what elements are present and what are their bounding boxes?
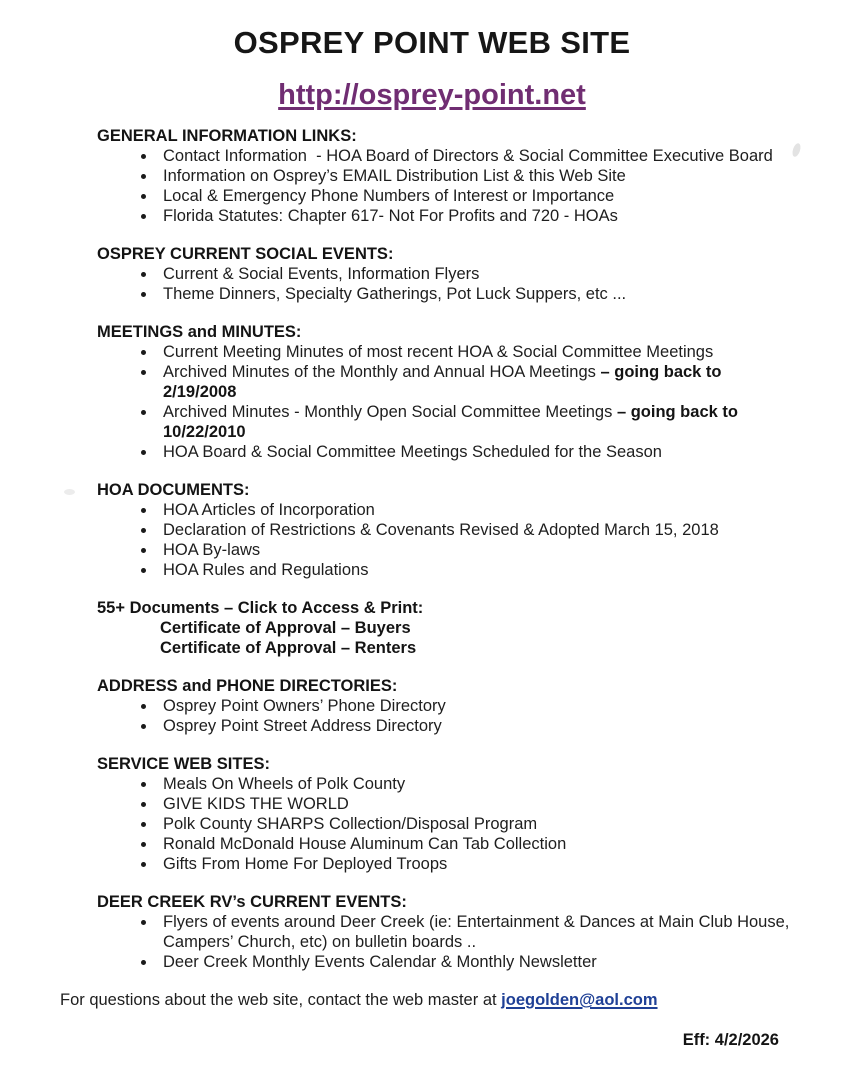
bullet-list [97, 912, 797, 972]
list-item [163, 696, 797, 716]
item-text: HOA Board & Social Committee Meetings Scheduled for the Season [163, 443, 662, 461]
section-social-events [97, 244, 797, 304]
list-item [163, 952, 797, 972]
item-text: Archived Minutes - Monthly Open Social Committee Meetings [163, 403, 617, 421]
section-heading: SERVICE WEB SITES: [97, 755, 270, 773]
list-item [163, 716, 797, 736]
bullet-list [97, 146, 797, 226]
bullet-list [97, 696, 797, 736]
webmaster-email-link[interactable]: joegolden@aol.com [501, 991, 658, 1009]
item-text: Ronald McDonald House Aluminum Can Tab Collection [163, 835, 567, 853]
item-text: Deer Creek Monthly Events Calendar & Monthly Newsletter [163, 953, 597, 971]
list-item [163, 206, 797, 226]
bullet-list [97, 500, 797, 580]
list-item [163, 794, 797, 814]
section-heading: MEETINGS and MINUTES: [97, 323, 302, 341]
item-text: Osprey Point Owners’ Phone Directory [163, 697, 446, 715]
list-item [163, 402, 797, 442]
section-heading: ADDRESS and PHONE DIRECTORIES: [97, 677, 398, 695]
item-text: HOA Rules and Regulations [163, 561, 369, 579]
item-text: Current Meeting Minutes of most recent HOA & Social Committee Meetings [163, 343, 714, 361]
section-heading: DEER CREEK RV’s CURRENT EVENTS: [97, 893, 407, 911]
item-text: Information on Osprey’s EMAIL Distribution List & this Web Site [163, 167, 626, 185]
section-service-web-sites [97, 754, 797, 874]
item-text: Flyers of events around Deer Creek (ie: Entertainment & Dances at Main Club House, Campers’ Church, etc) on bulletin boards .. [163, 913, 790, 951]
section-heading: HOA DOCUMENTS: [97, 481, 250, 499]
list-item [163, 834, 797, 854]
webmaster-note [60, 990, 864, 1010]
item-text: Contact Information - HOA Board of Directors & Social Committee Executive Board [163, 147, 773, 165]
item-text: Gifts From Home For Deployed Troops [163, 855, 448, 873]
item-text: Polk County SHARPS Collection/Disposal Program [163, 815, 538, 833]
item-bold-text: – going back to 2/19/2008 [163, 363, 722, 401]
item-text: HOA By-laws [163, 541, 261, 559]
list-item [163, 442, 797, 462]
list-item [163, 774, 797, 794]
certificate-line: Certificate of Approval – Buyers [160, 619, 411, 637]
list-item [163, 284, 797, 304]
item-text: Declaration of Restrictions & Covenants Revised & Adopted March 15, 2018 [163, 521, 719, 539]
section-directories [97, 676, 797, 736]
list-item [163, 540, 797, 560]
section-hoa-documents [97, 480, 797, 580]
item-text: HOA Articles of Incorporation [163, 501, 375, 519]
item-text: Archived Minutes of the Monthly and Annual HOA Meetings [163, 363, 601, 381]
list-item [163, 912, 797, 952]
section-heading: OSPREY CURRENT SOCIAL EVENTS: [97, 245, 394, 263]
list-item [163, 264, 797, 284]
bullet-list [97, 342, 797, 462]
list-item [163, 362, 797, 402]
item-text: GIVE KIDS THE WORLD [163, 795, 349, 813]
item-text: Florida Statutes: Chapter 617- Not For Profits and 720 - HOAs [163, 207, 618, 225]
list-item [163, 146, 797, 166]
scan-artifact [64, 489, 75, 495]
section-meetings-minutes [97, 322, 797, 462]
bullet-list [97, 774, 797, 874]
list-item [163, 560, 797, 580]
bullet-list [97, 264, 797, 304]
list-item [163, 342, 797, 362]
item-bold-text: – going back to 10/22/2010 [163, 403, 738, 441]
certificate-line: Certificate of Approval – Renters [160, 639, 417, 657]
document-body [97, 126, 797, 972]
item-text: Theme Dinners, Specialty Gatherings, Pot Luck Suppers, etc ... [163, 285, 627, 303]
webmaster-note-text: For questions about the web site, contact the web master at [60, 991, 502, 1009]
section-deer-creek-events [97, 892, 797, 972]
document-header [0, 0, 864, 112]
documents-access-heading: 55+ Documents – Click to Access & Print: [97, 599, 424, 617]
list-item [163, 814, 797, 834]
section-general-information [97, 126, 797, 226]
item-text: Current & Social Events, Information Flyers [163, 265, 480, 283]
list-item [163, 854, 797, 874]
list-item [163, 186, 797, 206]
item-text: Local & Emergency Phone Numbers of Interest or Importance [163, 187, 615, 205]
effective-date: Eff: 4/2/2026 [682, 1031, 779, 1049]
page-title: OSPREY POINT WEB SITE [233, 25, 631, 60]
section-heading: GENERAL INFORMATION LINKS: [97, 127, 357, 145]
list-item [163, 166, 797, 186]
item-text: Meals On Wheels of Polk County [163, 775, 406, 793]
item-text: Osprey Point Street Address Directory [163, 717, 442, 735]
documents-access-block [97, 598, 797, 658]
site-url-link[interactable]: http://osprey-point.net [278, 79, 586, 111]
list-item [163, 500, 797, 520]
list-item [163, 520, 797, 540]
